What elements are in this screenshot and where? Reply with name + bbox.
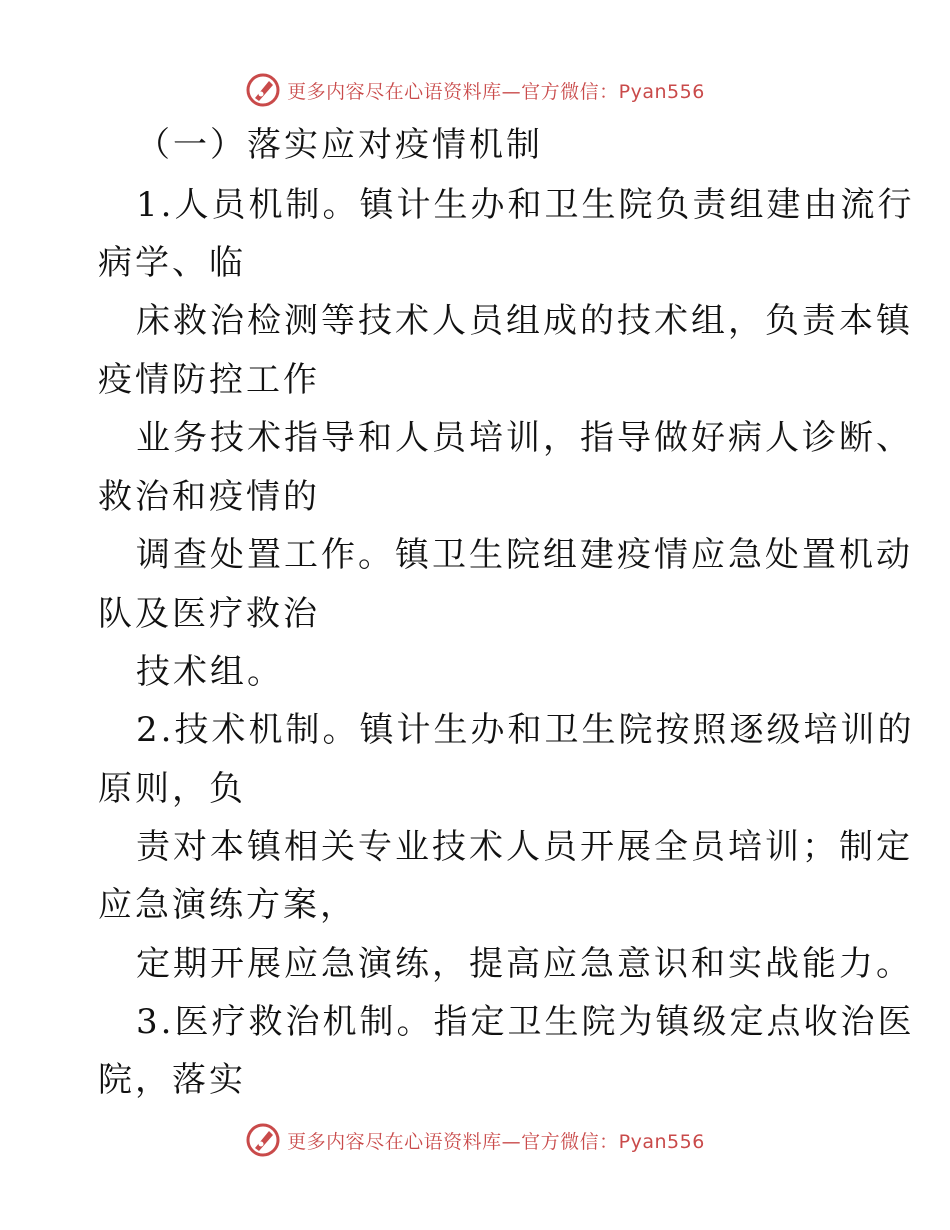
text-line: 疫情防控工作 (98, 360, 320, 400)
header-watermark (0, 70, 950, 110)
text-line: 技术组。 (136, 652, 284, 692)
text-line: 定期开展应急演练，提高应急意识和实战能力。 (136, 944, 913, 984)
text-line: 调查处置工作。镇卫生院组建疫情应急处置机动 (136, 535, 913, 575)
text-line: 床救治检测等技术人员组成的技术组，负责本镇 (136, 301, 913, 341)
watermark-text: 更多内容尽在心语资料库—官方微信：Pyan556 (287, 1130, 705, 1153)
text-line: 应急演练方案， (98, 885, 357, 925)
pen-logo-icon (245, 72, 281, 108)
watermark-text: 更多内容尽在心语资料库—官方微信：Pyan556 (287, 80, 705, 103)
text-line: 2.技术机制。镇计生办和卫生院按照逐级培训的 (136, 710, 915, 750)
text-line: 队及医疗救治 (98, 594, 320, 634)
section-heading: （一）落实应对疫情机制 (136, 125, 543, 165)
text-line: 救治和疫情的 (98, 477, 320, 517)
footer-watermark (0, 1120, 950, 1160)
pen-logo-icon (245, 1122, 281, 1158)
text-line: 责对本镇相关专业技术人员开展全员培训；制定 (136, 827, 913, 867)
text-line: 原则，负 (98, 769, 246, 809)
text-line: 3.医疗救治机制。指定卫生院为镇级定点收治医 (136, 1002, 915, 1042)
text-line: 1.人员机制。镇计生办和卫生院负责组建由流行 (136, 185, 915, 225)
text-line: 院，落实 (98, 1060, 246, 1100)
text-line: 病学、临 (98, 243, 246, 283)
text-line: 业务技术指导和人员培训，指导做好病人诊断、 (136, 418, 913, 458)
